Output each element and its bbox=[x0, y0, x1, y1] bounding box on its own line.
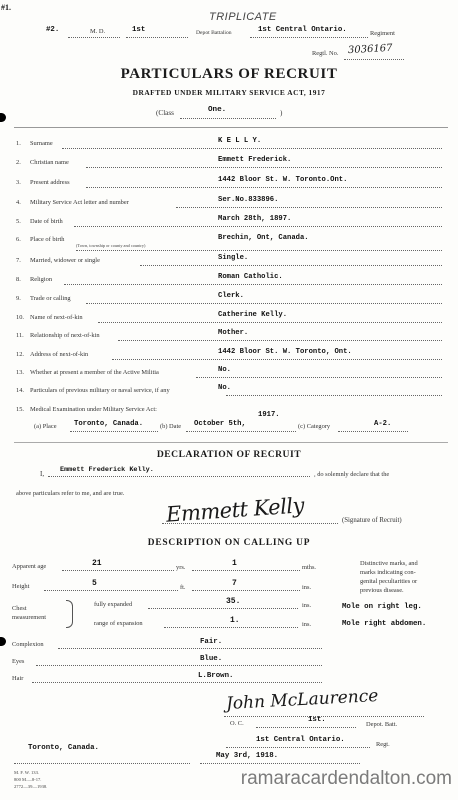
declaration-heading: DECLARATION OF RECRUIT bbox=[156, 449, 302, 460]
row-10-value: Catherine Kelly. bbox=[218, 311, 288, 319]
class-value: One. bbox=[208, 106, 227, 114]
medical-category-label: (c) Category bbox=[298, 423, 331, 430]
declaration-name-value: Emmett Frederick Kelly. bbox=[60, 466, 154, 474]
regt-label: Regt. bbox=[376, 741, 390, 748]
print-code-1: M. F. W. 133. bbox=[14, 770, 40, 775]
recruit-signature: Emmett Kelly bbox=[165, 493, 305, 527]
row-4-number: 4. bbox=[16, 199, 21, 206]
row-2-label: Christian name bbox=[30, 159, 69, 166]
height-label: Height bbox=[12, 583, 30, 590]
row-7-label: Married, widower or single bbox=[30, 257, 100, 264]
marks-note-1: Distinctive marks, and bbox=[360, 560, 418, 567]
chest-fully-value: 35. bbox=[226, 597, 241, 606]
chest-range-value: 1. bbox=[230, 616, 240, 625]
chest-ins-label-2: ins. bbox=[302, 621, 312, 628]
height-in-value: 7 bbox=[232, 579, 237, 588]
hair-label: Hair bbox=[12, 675, 24, 682]
row-1-number: 1. bbox=[16, 140, 21, 147]
height-ft-value: 5 bbox=[92, 579, 97, 588]
row-5-number: 5. bbox=[16, 218, 21, 225]
regtl-no-value: 3036167 bbox=[347, 42, 393, 57]
row-3-value: 1442 Bloor St. W. Toronto.Ont. bbox=[218, 176, 348, 184]
row-14-label: Particulars of previous military or naval service, if any bbox=[30, 387, 170, 394]
depot-label: Depot. Batt. bbox=[366, 721, 398, 728]
distinctive-mark-2: Mole right abdomen. bbox=[342, 620, 427, 628]
class-open: (Class bbox=[156, 109, 174, 117]
chest-label-2: measurement bbox=[12, 614, 47, 621]
row-1-label: Surname bbox=[30, 140, 53, 147]
battalion-value: 1st bbox=[132, 26, 146, 34]
medical-date-label: (b) Date bbox=[160, 423, 182, 430]
row-7-number: 7. bbox=[16, 257, 21, 264]
class-close: ) bbox=[280, 109, 283, 117]
row-11-number: 11. bbox=[16, 332, 24, 339]
regtl-no-label: Regtl. No. bbox=[312, 50, 339, 57]
row-8-label: Religion bbox=[30, 276, 53, 283]
complexion-value: Fair. bbox=[200, 638, 223, 646]
row-9-value: Clerk. bbox=[218, 292, 244, 300]
age-months-value: 1 bbox=[232, 559, 237, 568]
page-title: PARTICULARS OF RECRUIT bbox=[120, 66, 338, 82]
row-1-value: K E L L Y. bbox=[218, 137, 262, 145]
watermark-text: ramaracardendalton.com bbox=[240, 768, 452, 789]
punch-hole-top bbox=[0, 113, 6, 122]
declaration-text-1: , do solemnly declare that the bbox=[314, 471, 390, 478]
triplicate-stamp: TRIPLICATE bbox=[209, 11, 277, 23]
medical-place-value: Toronto, Canada. bbox=[74, 420, 144, 428]
eyes-label: Eyes bbox=[12, 658, 25, 665]
row-12-number: 12. bbox=[16, 351, 24, 358]
regiment-label: Regiment bbox=[370, 30, 395, 37]
medical-date-value: October 5th, bbox=[194, 420, 246, 428]
medical-year-value: 1917. bbox=[258, 411, 280, 419]
row-7-value: Single. bbox=[218, 254, 249, 262]
medical-place-label: (a) Place bbox=[34, 423, 57, 430]
row-6-value: Brechin, Ont, Canada. bbox=[218, 234, 309, 242]
row-12-value: 1442 Bloor St. W. Toronto, Ont. bbox=[218, 348, 352, 356]
oc-label: O. C. bbox=[230, 720, 244, 727]
place-of-birth-note: (Town, township or county and country) bbox=[76, 243, 146, 248]
row-9-label: Trade or calling bbox=[30, 295, 71, 302]
medical-category-value: A-2. bbox=[374, 420, 392, 428]
row-13-label: Whether at present a member of the Active Militia bbox=[30, 369, 159, 376]
md-label: M. D. bbox=[90, 28, 106, 35]
row-3-number: 3. bbox=[16, 179, 21, 186]
marks-note-3: genital peculiarities or bbox=[360, 578, 418, 585]
chest-fully-label: fully expanded bbox=[94, 601, 133, 608]
eyes-value: Blue. bbox=[200, 655, 223, 663]
complexion-label: Complexion bbox=[12, 641, 44, 648]
row-5-value: March 28th, 1897. bbox=[218, 215, 292, 223]
row-15-label: Medical Examination under Military Service Act: bbox=[30, 406, 157, 413]
hair-value: L.Brown. bbox=[198, 672, 234, 680]
chest-ins-label-1: ins. bbox=[302, 602, 312, 609]
form-number: #2. bbox=[46, 26, 60, 34]
row-13-number: 13. bbox=[16, 369, 24, 376]
row-5-label: Date of birth bbox=[30, 218, 63, 225]
height-ft-label: ft. bbox=[180, 584, 186, 591]
age-label: Apparent age bbox=[12, 563, 47, 570]
marks-note-4: previous disease. bbox=[360, 587, 404, 594]
age-yrs-label: yrs. bbox=[176, 564, 186, 571]
height-ins-label: ins. bbox=[302, 584, 312, 591]
punch-hole-bottom bbox=[0, 637, 6, 646]
row-4-value: Ser.No.833896. bbox=[218, 196, 279, 204]
depot-value: 1st. bbox=[308, 716, 326, 724]
battalion-label: Depot Battalion bbox=[196, 30, 232, 36]
row-10-number: 10. bbox=[16, 314, 24, 321]
corner-mark: #1. bbox=[1, 3, 11, 12]
row-12-label: Address of next-of-kin bbox=[30, 351, 89, 358]
distinctive-mark-1: Mole on right leg. bbox=[342, 603, 422, 611]
row-2-number: 2. bbox=[16, 159, 21, 166]
row-10-label: Name of next-of-kin bbox=[30, 314, 83, 321]
row-13-value: No. bbox=[218, 366, 231, 374]
chest-label-1: Chest bbox=[12, 605, 27, 612]
declaration-i-label: I, bbox=[40, 470, 45, 478]
officer-signature: John McLaurence bbox=[225, 686, 379, 714]
print-code-2: 800 M.—8-17. bbox=[14, 777, 42, 782]
marks-note-2: marks indicating con- bbox=[360, 569, 416, 576]
row-8-value: Roman Catholic. bbox=[218, 273, 283, 281]
row-14-number: 14. bbox=[16, 387, 24, 394]
description-heading: DESCRIPTION ON CALLING UP bbox=[147, 538, 311, 548]
row-14-value: No. bbox=[218, 384, 231, 392]
row-9-number: 9. bbox=[16, 295, 21, 302]
row-2-value: Emmett Frederick. bbox=[218, 156, 292, 164]
row-11-label: Relationship of next-of-kin bbox=[30, 332, 100, 339]
row-6-number: 6. bbox=[16, 236, 21, 243]
signature-caption: (Signature of Recruit) bbox=[342, 517, 402, 524]
row-15-number: 15. bbox=[16, 406, 24, 413]
regiment-value: 1st Central Ontario. bbox=[258, 26, 347, 34]
age-years-value: 21 bbox=[92, 559, 102, 568]
row-3-label: Present address bbox=[30, 179, 70, 186]
row-4-label: Military Service Act letter and number bbox=[30, 199, 129, 206]
regt-value: 1st Central Ontario. bbox=[256, 736, 345, 744]
date-value: May 3rd, 1918. bbox=[216, 752, 279, 760]
age-mths-label: mths. bbox=[302, 564, 317, 571]
place-value: Toronto, Canada. bbox=[28, 744, 99, 752]
row-11-value: Mother. bbox=[218, 329, 249, 337]
declaration-text-2: above particulars refer to me, and are true. bbox=[16, 490, 125, 497]
chest-range-label: range of expansion bbox=[94, 620, 143, 627]
row-6-label: Place of birth bbox=[30, 236, 65, 243]
row-8-number: 8. bbox=[16, 276, 21, 283]
page-subtitle: DRAFTED UNDER MILITARY SERVICE ACT, 1917 bbox=[132, 88, 326, 97]
print-code-3: 2772—39—1938. bbox=[14, 784, 48, 789]
